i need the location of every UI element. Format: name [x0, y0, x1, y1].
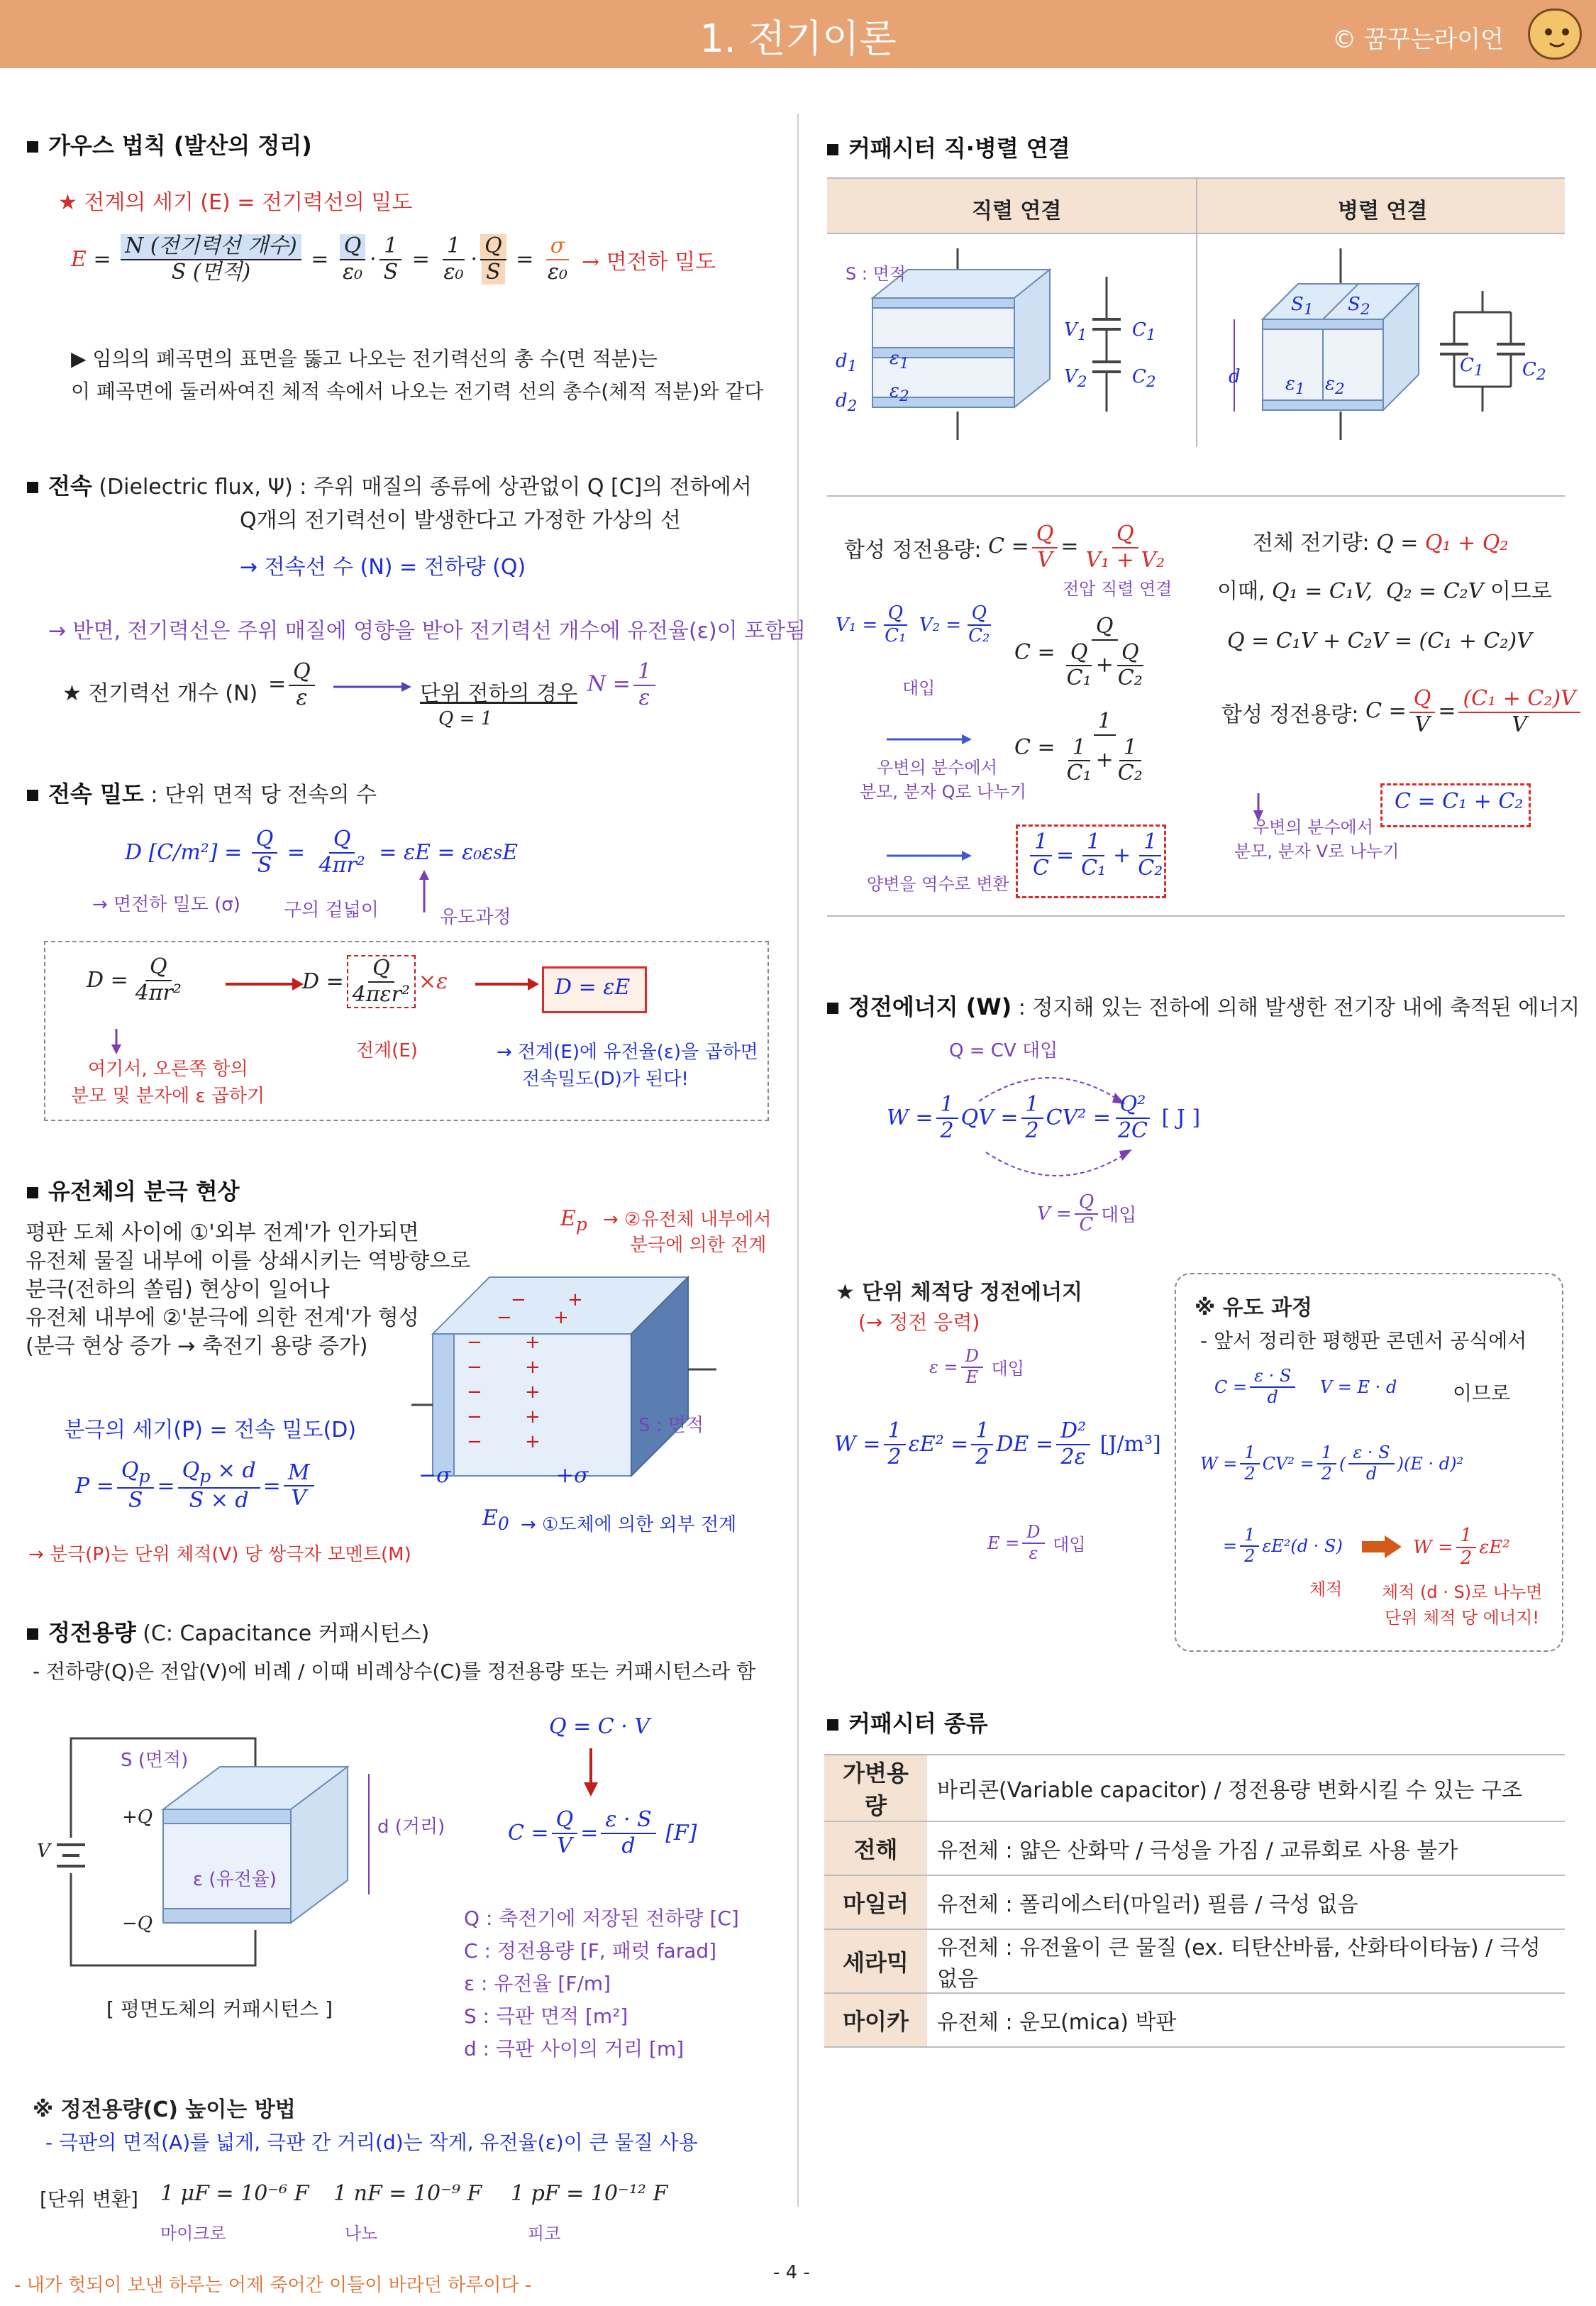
copyright: © 꿈꾸는라이언	[1332, 26, 1504, 54]
series-ann-2: 대입	[902, 678, 936, 698]
cap-legend-1: C : 정전용량 [F, 패럿 farad]	[464, 1939, 717, 1963]
kind-value: 바리콘(Variable capacitor) / 정전용량 변화시킬 수 있는 구조	[927, 1755, 1565, 1821]
plus-sigma: +σ	[556, 1463, 589, 1488]
e0-desc: → ①도체에 의한 외부 전계	[521, 1514, 737, 1535]
polarization-diagram	[411, 1235, 766, 1533]
kind-value: 유전체 : 운모(mica) 박판	[927, 1993, 1565, 2047]
derive-note-a: 체적 (d · S)로 나누면	[1382, 1582, 1543, 1602]
svg-text:−: −	[467, 1332, 482, 1353]
flux-unit-case: 단위 전하의 경우	[420, 681, 577, 706]
parallel-c2: $C_2$	[1522, 359, 1546, 385]
down-arrow-icon	[109, 1029, 123, 1054]
density-note-3b: 전속밀도(D)가 된다!	[522, 1069, 689, 1090]
series-ann-3b: 분모, 분자 Q로 나누기	[860, 782, 1026, 802]
unit-micro-name: 마이크로	[160, 2224, 226, 2244]
series-col-1: 직렬 연결	[972, 199, 1062, 224]
derive-title: ※ 유도 과정	[1195, 1296, 1312, 1320]
series-c1: $C_1$	[1132, 319, 1156, 345]
svg-text:+: +	[567, 1289, 583, 1311]
flux-line-3: → 전속선 수 (N) = 전하량 (Q)	[240, 555, 526, 580]
svg-text:−: −	[511, 1289, 526, 1311]
cap-q-eq: Q = C · V	[549, 1714, 650, 1739]
flux-arrow-icon	[333, 680, 411, 694]
energy-section-title: 정전에너지 (W) : 정지해 있는 전하에 의해 발생한 전기장 내에 축적된 에너지	[827, 989, 1580, 1022]
polar-s-label: S : 면적	[638, 1415, 704, 1436]
svg-text:+: +	[553, 1307, 569, 1328]
parallel-ann-5b: 분모, 분자 V로 나누기	[1234, 842, 1400, 861]
kind-key: 가변용량	[824, 1755, 927, 1821]
density-section-title: 전속 밀도 : 단위 면적 당 전속의 수	[27, 776, 377, 809]
polar-p-equation: P = $\frac{Q_p}{S}$ = $\frac{Q_p \times d}{S \times d}$ = $\frac{M}{V}$	[75, 1459, 317, 1513]
series-s-area: S : 면적	[846, 264, 906, 284]
derive-up-arrow-icon	[417, 870, 431, 912]
raise-title: ※ 정전용량(C) 높이는 방법	[33, 2097, 296, 2122]
flux-line-2: Q개의 전기력선이 발생한다고 가정한 가상의 선	[240, 508, 681, 533]
gauss-desc-1: ▶ 임의의 폐곡면의 표면을 뚫고 나오는 전기력선의 총 수(면 적분)는	[71, 347, 658, 370]
svg-text:−: −	[467, 1431, 482, 1452]
density-note-3a: → 전계(E)에 유전율(ε)을 곱하면	[497, 1042, 758, 1063]
polar-note: → 분극(P)는 단위 체적(V) 당 쌍극자 모멘트(M)	[28, 1544, 411, 1565]
flux-n-unit-eq: N = $\frac{1}{\varepsilon}$	[587, 660, 658, 710]
cap-c-eq: C = $\frac{Q}{V}$ = $\frac{\varepsilon \cdot S}{d}$ [F]	[508, 1807, 697, 1858]
density-note-2: 전계(E)	[356, 1040, 418, 1061]
cap-legend-4: d : 극판 사이의 거리 [m]	[464, 2037, 685, 2060]
svg-text:+: +	[525, 1406, 541, 1428]
red-arrow-icon-2	[475, 976, 539, 992]
series-comb-cap: 합성 정전용량: C = $\frac{Q}{V}$ = $\frac{Q}{\text{V₁ + V₂}}$	[844, 522, 1165, 573]
unit-conv-label: [단위 변환]	[40, 2188, 138, 2211]
lion-logo-icon	[1528, 9, 1582, 60]
kind-key: 전해	[824, 1821, 927, 1875]
gauss-section-title: 가우스 법칙 (발산의 정리)	[27, 128, 312, 160]
density-result: D = εE	[555, 975, 631, 1000]
energy-equation: W = $\frac{1}{2}$ QV = $\frac{1}{2}$ CV² = $\frac{\text{Q²}}{2C}$ [ J ]	[887, 1092, 1201, 1143]
cap-legend-3: S : 극판 면적 [m²]	[464, 2004, 628, 2028]
polar-p4: 유전체 내부에 ②'분극에 의한 전계'가 형성	[26, 1306, 419, 1330]
density-equation: D [C/m²] = $\frac{Q}{S}$ = $\frac{Q}{\text{4πr²}}$ = εE = ε₀ε s E	[125, 827, 519, 878]
parallel-eps2: $\varepsilon_2$	[1325, 373, 1345, 399]
column-divider	[797, 114, 799, 2207]
cap-plus-q: +Q	[122, 1806, 153, 1828]
cap-legend-0: Q : 축전기에 저장된 전하량 [C]	[464, 1907, 739, 1930]
page-number: - 4 -	[773, 2262, 810, 2283]
table-row	[824, 1755, 1565, 1821]
red-down-arrow-icon	[580, 1748, 602, 1798]
parallel-s2: $S_2$	[1348, 294, 1370, 319]
polar-p2: 유전체 물질 내부에 이를 상쇄시키는 역방향으로	[26, 1249, 471, 1274]
series-section-title: 커패시터 직·병렬 연결	[827, 131, 1070, 163]
blue-arrow-icon	[887, 732, 972, 746]
derive-c-eq: C = $\frac{\varepsilon \cdot S}{d}$ V = E · d	[1214, 1366, 1397, 1407]
derive-note-b: 단위 체적 당 에너지!	[1385, 1608, 1539, 1628]
series-v1: $V_1$	[1064, 319, 1087, 345]
svg-text:+: +	[525, 1431, 541, 1452]
flux-n-eq: = $\frac{Q}{\varepsilon}$	[268, 660, 318, 710]
orange-arrow-icon	[1362, 1535, 1402, 1558]
unit-pico-name: 피코	[528, 2224, 561, 2244]
series-col-2: 병렬 연결	[1338, 199, 1428, 224]
polar-p3: 분극(전하의 쏠림) 현상이 일어나	[26, 1277, 330, 1302]
unit-nano: 1 nF = 10⁻⁹ F	[333, 2181, 482, 2206]
svg-text:−: −	[467, 1357, 482, 1378]
cap-caption: [ 평면도체의 커패시턴스 ]	[106, 1997, 333, 2021]
flux-section-title: 전속 (Dielectric flux, Ψ) : 주위 매질의 종류에 상관없이 Q [C]의 전하에서	[27, 468, 752, 501]
derive-w-eq: W = $\frac{1}{2}$ CV² = $\frac{1}{2}$ ( $\frac{\varepsilon \cdot S}{d}$ )(E · d)²	[1200, 1442, 1464, 1484]
cap-section-title: 정전용량 (C: Capacitance 커패시턴스)	[27, 1615, 429, 1648]
series-c-eq-3: C = 1 $\frac{1}{\text{C₁}}$ + $\frac{1}{\text{C₂}}$	[1014, 709, 1143, 785]
parallel-c1: $C_1$	[1460, 355, 1484, 380]
gauss-star-note: ★ 전계의 세기 (E) = 전기력선의 밀도	[58, 190, 413, 215]
derive-desc: - 앞서 정리한 평행판 콘덴서 공식에서	[1200, 1329, 1527, 1352]
polar-p1: 평판 도체 사이에 ①'외부 전계'가 인가되면	[26, 1220, 419, 1245]
parallel-then: 이때, Q₁ = C₁V, Q₂ = C₂V 이므로	[1217, 579, 1552, 604]
parallel-s1: $S_1$	[1291, 294, 1314, 319]
plate-capacitor-diagram	[43, 1717, 454, 1973]
flux-star: ★ 전기력선 개수 (N)	[62, 681, 258, 706]
svg-text:−: −	[467, 1406, 482, 1428]
blue-arrow-icon-2	[887, 849, 972, 863]
table-row	[824, 1993, 1565, 2047]
parallel-d: d	[1229, 366, 1241, 387]
kind-key: 마일러	[824, 1875, 927, 1929]
series-c2: $C_2$	[1132, 366, 1156, 392]
ep-desc-b: 분극에 의한 전계	[630, 1235, 767, 1256]
density-ann-2: 구의 겉넓이	[284, 900, 379, 921]
parallel-result: C = C₁ + C₂	[1395, 789, 1524, 814]
polar-section-title: 유전체의 분극 현상	[27, 1174, 240, 1206]
parallel-comb-cap: 합성 정전용량: C = $\frac{Q}{V}$ = $\frac{\text{(C₁ + C₂)V}}{V}$	[1221, 687, 1583, 737]
cap-legend-2: ε : 유전율 [F/m]	[464, 1972, 611, 1995]
kind-value: 유전체 : 얇은 산화막 / 극성을 가짐 / 교류회로 사용 불가	[927, 1821, 1565, 1875]
page-title: 1. 전기이론	[699, 16, 897, 61]
flux-line-4: → 반면, 전기력선은 주위 매질에 영향을 받아 전기력선 개수에 유전율(ε)이 포함됨	[48, 619, 807, 644]
series-ann-4: 양변을 역수로 변환	[867, 874, 1009, 894]
unit-energy-title: ★ 단위 체적당 정전에너지	[836, 1280, 1083, 1305]
density-note-1b: 분모 및 분자에 ε 곱하기	[71, 1086, 265, 1107]
unit-energy-sub-1: ε = $\frac{D}{E}$ 대입	[929, 1346, 1024, 1387]
unit-energy-equation: W = $\frac{1}{2}$ εE² = $\frac{1}{2}$ DE = $\frac{\text{D²}}{2\varepsilon}$ [J/m³]	[834, 1418, 1161, 1469]
density-d-eq-2: D = $\frac{Q}{\text{4πεr²}}$ ×ε	[302, 955, 448, 1008]
energy-sub-1: Q = CV 대입	[949, 1040, 1058, 1061]
cap-desc: - 전하량(Q)은 전압(V)에 비례 / 이때 비례상수(C)를 정전용량 또는 커패시턴스라 함	[33, 1660, 756, 1683]
kind-value: 유전체 : 폴리에스터(마일러) 필름 / 극성 없음	[927, 1875, 1565, 1929]
energy-arc-bottom-icon	[972, 1149, 1142, 1192]
parallel-eps1: $\varepsilon_1$	[1285, 373, 1305, 399]
table-row	[824, 1875, 1565, 1929]
unit-nano-name: 나노	[345, 2224, 378, 2244]
derive-result: W = $\frac{1}{2}$ εE²	[1413, 1525, 1510, 1569]
cap-minus-q: −Q	[122, 1913, 153, 1934]
unit-energy-sub: (→ 정전 응력)	[858, 1311, 980, 1334]
kinds-section-title: 커패시터 종류	[827, 1706, 988, 1738]
series-table-mid-line	[827, 495, 1565, 497]
footer-quote: - 내가 헛되이 보낸 하루는 어제 죽어간 이들이 바라던 하루이다 -	[14, 2275, 532, 2296]
kind-key: 세라믹	[824, 1929, 927, 1993]
minus-sigma: −σ	[419, 1463, 451, 1488]
parallel-capacitor-diagram	[1206, 248, 1561, 440]
raise-desc: - 극판의 면적(A)를 넓게, 극판 간 거리(d)는 작게, 유전율(ε)이 큰 물질 사용	[45, 2131, 698, 2154]
gauss-desc-2: 이 폐곡면에 둘러싸여진 체적 속에서 나오는 전기력 선의 총수(체적 적분)와 같다	[71, 380, 764, 403]
series-ann-3a: 우변의 분수에서	[877, 758, 997, 778]
cap-s-label: S (면적)	[121, 1750, 189, 1771]
series-ann-1: 전압 직렬 연결	[1063, 579, 1173, 599]
cap-d-label: d (거리)	[377, 1816, 445, 1838]
energy-sub-2: V = $\frac{Q}{C}$ 대입	[1037, 1191, 1137, 1235]
density-ann-1: → 면전하 밀도 (σ)	[92, 894, 240, 915]
series-eps2: $\varepsilon_2$	[890, 380, 909, 406]
series-result: $\frac{1}{C}$ = $\frac{1}{\text{C₁}}$ + $\frac{1}{\text{C₂}}$	[1026, 830, 1170, 881]
table-row	[824, 1929, 1565, 1993]
kind-key: 마이카	[824, 1993, 927, 2047]
kind-value: 유전체 : 유전율이 큰 물질 (ex. 티탄산바륨, 산화타이타늄) / 극성 없음	[927, 1929, 1565, 1993]
cap-v: V	[37, 1841, 50, 1862]
ep-label: $E_p$	[560, 1206, 587, 1235]
table-row	[824, 1821, 1565, 1875]
series-table-bottom-line	[827, 915, 1565, 917]
parallel-q-sum: Q = C₁V + C₂V = (C₁ + C₂)V	[1227, 629, 1532, 653]
ep-desc-a: → ②유전체 내부에서	[603, 1209, 772, 1230]
series-eps1: $\varepsilon_1$	[890, 348, 909, 373]
derive-w-eq-2: = $\frac{1}{2}$ εE²(d · S)	[1223, 1525, 1343, 1566]
polar-p5: (분극 현상 증가 → 축전기 용량 증가)	[26, 1334, 368, 1359]
series-v-subst: V₁ = $\frac{Q}{\text{C₁}}$ V₂ = $\frac{Q}{\text{C₂}}$	[836, 602, 990, 646]
svg-text:−: −	[497, 1307, 512, 1328]
unit-energy-sub-2: E = $\frac{D}{\varepsilon}$ 대입	[987, 1522, 1086, 1563]
series-c-eq-2: C = Q $\frac{Q}{\text{C₁}}$ + $\frac{Q}{\text{C₂}}$	[1014, 614, 1143, 690]
kinds-table	[824, 1754, 1565, 2048]
series-v2: $V_2$	[1064, 366, 1087, 392]
gauss-equation: E = $\frac{\text{N (전기력선 개수)}}{\text{S (면적)}}$ = $\frac{Q}{\text{ε₀}}$ · $\frac{1}{S}$ = $\frac{1}{\text{ε₀}}$ · $\frac{Q}{S}$ = $\frac{\sigma}{\text{ε₀}}$ → 면전하 밀도	[71, 233, 716, 285]
svg-text:+: +	[525, 1332, 541, 1353]
series-d1: $d_1$	[836, 351, 858, 376]
e0-label: $E_0$	[482, 1506, 509, 1534]
parallel-total: 전체 전기량: Q = Q₁ + Q₂	[1253, 531, 1509, 556]
unit-pico: 1 pF = 10⁻¹² F	[511, 2181, 668, 2206]
density-ann-3: 유도과정	[440, 907, 511, 928]
page-header	[0, 0, 1596, 68]
svg-text:+: +	[525, 1381, 541, 1403]
series-d2: $d_2$	[836, 390, 858, 416]
parallel-ann-5a: 우변의 분수에서	[1253, 817, 1373, 837]
cap-eps-label: ε (유전율)	[193, 1869, 277, 1890]
svg-text:−: −	[467, 1381, 482, 1403]
unit-micro: 1 μF = 10⁻⁶ F	[160, 2181, 309, 2206]
derive-vol: 체적	[1309, 1579, 1343, 1599]
flux-q1: Q = 1	[438, 708, 493, 729]
derive-so: 이므로	[1453, 1381, 1511, 1405]
red-arrow-icon	[226, 976, 304, 992]
density-note-1a: 여기서, 오른쪽 항의	[88, 1059, 248, 1080]
svg-text:+: +	[525, 1357, 541, 1378]
polar-p6: 분극의 세기(P) = 전속 밀도(D)	[64, 1418, 357, 1442]
density-d-eq-1: D = $\frac{Q}{\text{4πr²}}$	[87, 954, 182, 1005]
